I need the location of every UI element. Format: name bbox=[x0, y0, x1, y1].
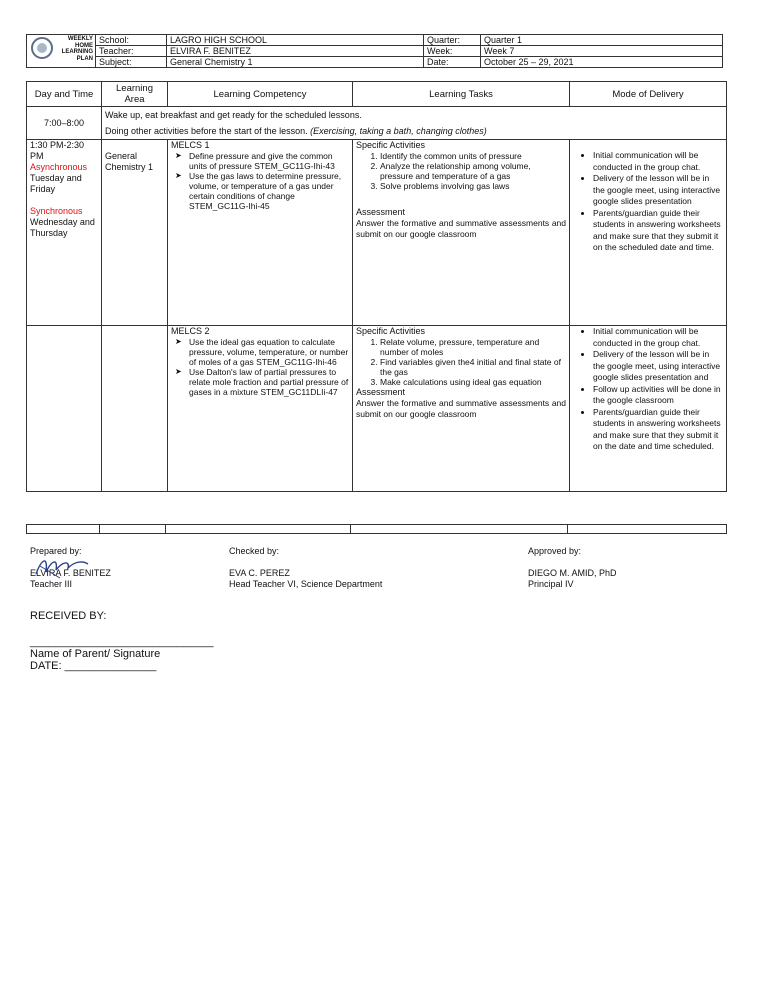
col-learning-area: Learning Area bbox=[102, 82, 168, 107]
row2-competency: MELCS 2 ➤ Use the ideal gas equation to calculate pressure, volume, temperature, or number of moles of a gas STEM_GC11G-Ihi-46 ➤ Use Dalton's law of partial pressures to relate mole fraction and partial pressure of gases in a mixture STEM_GC11DLIi-47 bbox=[168, 326, 353, 492]
row2-area bbox=[102, 326, 168, 492]
row1-delivery bbox=[570, 140, 727, 326]
received-by-label: RECEIVED BY: bbox=[30, 610, 107, 622]
task-item: 1. Identify the common units of pressure bbox=[380, 151, 566, 161]
morning-line-2: Doing other activities before the start of the lesson. bbox=[105, 126, 308, 136]
competency-item: ➤ Use Dalton's law of partial pressures to relate mole fraction and partial pressure of gases in a mixture STEM_GC11DLIi-47 bbox=[189, 367, 349, 397]
table-row bbox=[27, 326, 727, 492]
morning-activities bbox=[102, 107, 727, 140]
task-item: 3. Make calculations using ideal gas equation bbox=[380, 377, 566, 387]
col-tasks: Learning Tasks bbox=[353, 82, 570, 107]
competency-item: ➤ Define pressure and give the common units of pressure STEM_GC11G-Ihi-43 bbox=[189, 151, 349, 171]
morning-time: 7:00–8:00 bbox=[27, 107, 102, 140]
quarter-value: Quarter 1 bbox=[481, 35, 723, 46]
sync-label: Synchronous bbox=[30, 206, 83, 216]
task-item: 2. Find variables given the4 initial and final state of the gas bbox=[380, 357, 566, 377]
empty-footer-row bbox=[26, 524, 727, 534]
handwritten-signature bbox=[32, 550, 92, 582]
row2-delivery bbox=[570, 326, 727, 492]
morning-line-1: Wake up, eat breakfast and get ready for the scheduled lessons. bbox=[105, 110, 362, 120]
col-day-time: Day and Time bbox=[27, 82, 102, 107]
morning-row bbox=[27, 107, 727, 140]
deped-seal-icon bbox=[31, 37, 53, 59]
col-delivery: Mode of Delivery bbox=[570, 82, 727, 107]
delivery-item: • Parents/guardian guide their students in answering worksheets and make sure that they submit it on the scheduled date and time. bbox=[593, 208, 723, 254]
approved-by-block: Approved by: DIEGO M. AMID, PhD Principal IV bbox=[528, 546, 617, 589]
subject-value: General Chemistry 1 bbox=[167, 57, 424, 68]
week-label: Week: bbox=[424, 46, 481, 57]
competency-item: ➤ Use the ideal gas equation to calculate pressure, volume, temperature, or number of moles of a gas STEM_GC11G-Ihi-46 bbox=[189, 337, 349, 367]
delivery-item: • Delivery of the lesson will be in the google meet, using interactive google slides presentation and bbox=[593, 349, 723, 384]
row1-day-time: 1:30 PM-2:30 PM Asynchronous Tuesday and Friday Synchronous Wednesday and Thursday bbox=[27, 140, 102, 326]
row2-day-time bbox=[27, 326, 102, 492]
async-label: Asynchronous bbox=[30, 162, 88, 172]
school-label: School: bbox=[96, 35, 167, 46]
task-item: 2. Analyze the relationship among volume, pressure and temperature of a gas bbox=[380, 161, 566, 181]
task-item: 3. Solve problems involving gas laws bbox=[380, 181, 566, 191]
learning-plan-table bbox=[26, 81, 727, 492]
logo-text: WEEKLY HOME LEARNING PLAN bbox=[61, 36, 93, 62]
morning-line-2-italic: (Exercising, taking a bath, changing clothes) bbox=[310, 126, 487, 136]
competency-item: ➤ Use the gas laws to determine pressure, volume, or temperature of a gas under certain conditions of change STEM_GC11G-Ihi-45 bbox=[189, 171, 349, 211]
table-row bbox=[27, 140, 727, 326]
parent-name-label: Name of Parent/ Signature bbox=[30, 648, 161, 660]
date-label: Date: bbox=[424, 57, 481, 68]
plan-logo bbox=[27, 35, 96, 68]
delivery-item: • Initial communication will be conducted in the group chat. bbox=[593, 326, 723, 349]
school-value: LAGRO HIGH SCHOOL bbox=[167, 35, 424, 46]
delivery-item: • Parents/guardian guide their students in answering worksheets and make sure that they submit it on the date and time scheduled. bbox=[593, 407, 723, 453]
task-item: 1. Relate volume, pressure, temperature and number of moles bbox=[380, 337, 566, 357]
row2-tasks: Specific Activities 1. Relate volume, pressure, temperature and number of moles 2. Find variables given the4 initial and final state of the gas 3. Make calculations using ideal gas equation Assessment Answer the formative and summative assessments and submit on our google classroom bbox=[353, 326, 570, 492]
quarter-label: Quarter: bbox=[424, 35, 481, 46]
teacher-label: Teacher: bbox=[96, 46, 167, 57]
week-value: Week 7 bbox=[481, 46, 723, 57]
delivery-item: • Follow up activities will be done in the google classroom bbox=[593, 384, 723, 407]
prepared-by-block: Prepared by: ELVIRA F. BENITEZ Teacher III bbox=[30, 546, 111, 589]
date-value: October 25 – 29, 2021 bbox=[481, 57, 723, 68]
header-table bbox=[26, 34, 723, 68]
checked-by-block: Checked by: EVA C. PEREZ Head Teacher VI, Science Department bbox=[229, 546, 383, 589]
signature-line: ______________________________ bbox=[30, 636, 214, 648]
col-competency: Learning Competency bbox=[168, 82, 353, 107]
subject-label: Subject: bbox=[96, 57, 167, 68]
row1-tasks: Specific Activities 1. Identify the common units of pressure 2. Analyze the relationship among volume, pressure and temperature of a gas 3. Solve problems involving gas laws Assessment Answer the formative and summative assessments and submit on our google classroom bbox=[353, 140, 570, 326]
row1-competency: MELCS 1 ➤ Define pressure and give the common units of pressure STEM_GC11G-Ihi-43 ➤ Use the gas laws to determine pressure, volume, or temperature of a gas under certain conditions of change STEM_GC11G-Ihi-45 bbox=[168, 140, 353, 326]
delivery-item: • Delivery of the lesson will be in the google meet, using interactive google slides presentation bbox=[593, 173, 723, 208]
date-line: DATE: _______________ bbox=[30, 660, 157, 672]
table-header-row bbox=[27, 82, 727, 107]
delivery-item: • Initial communication will be conducted in the group chat. bbox=[593, 150, 723, 173]
row1-area: General Chemistry 1 bbox=[102, 140, 168, 326]
teacher-value: ELVIRA F. BENITEZ bbox=[167, 46, 424, 57]
